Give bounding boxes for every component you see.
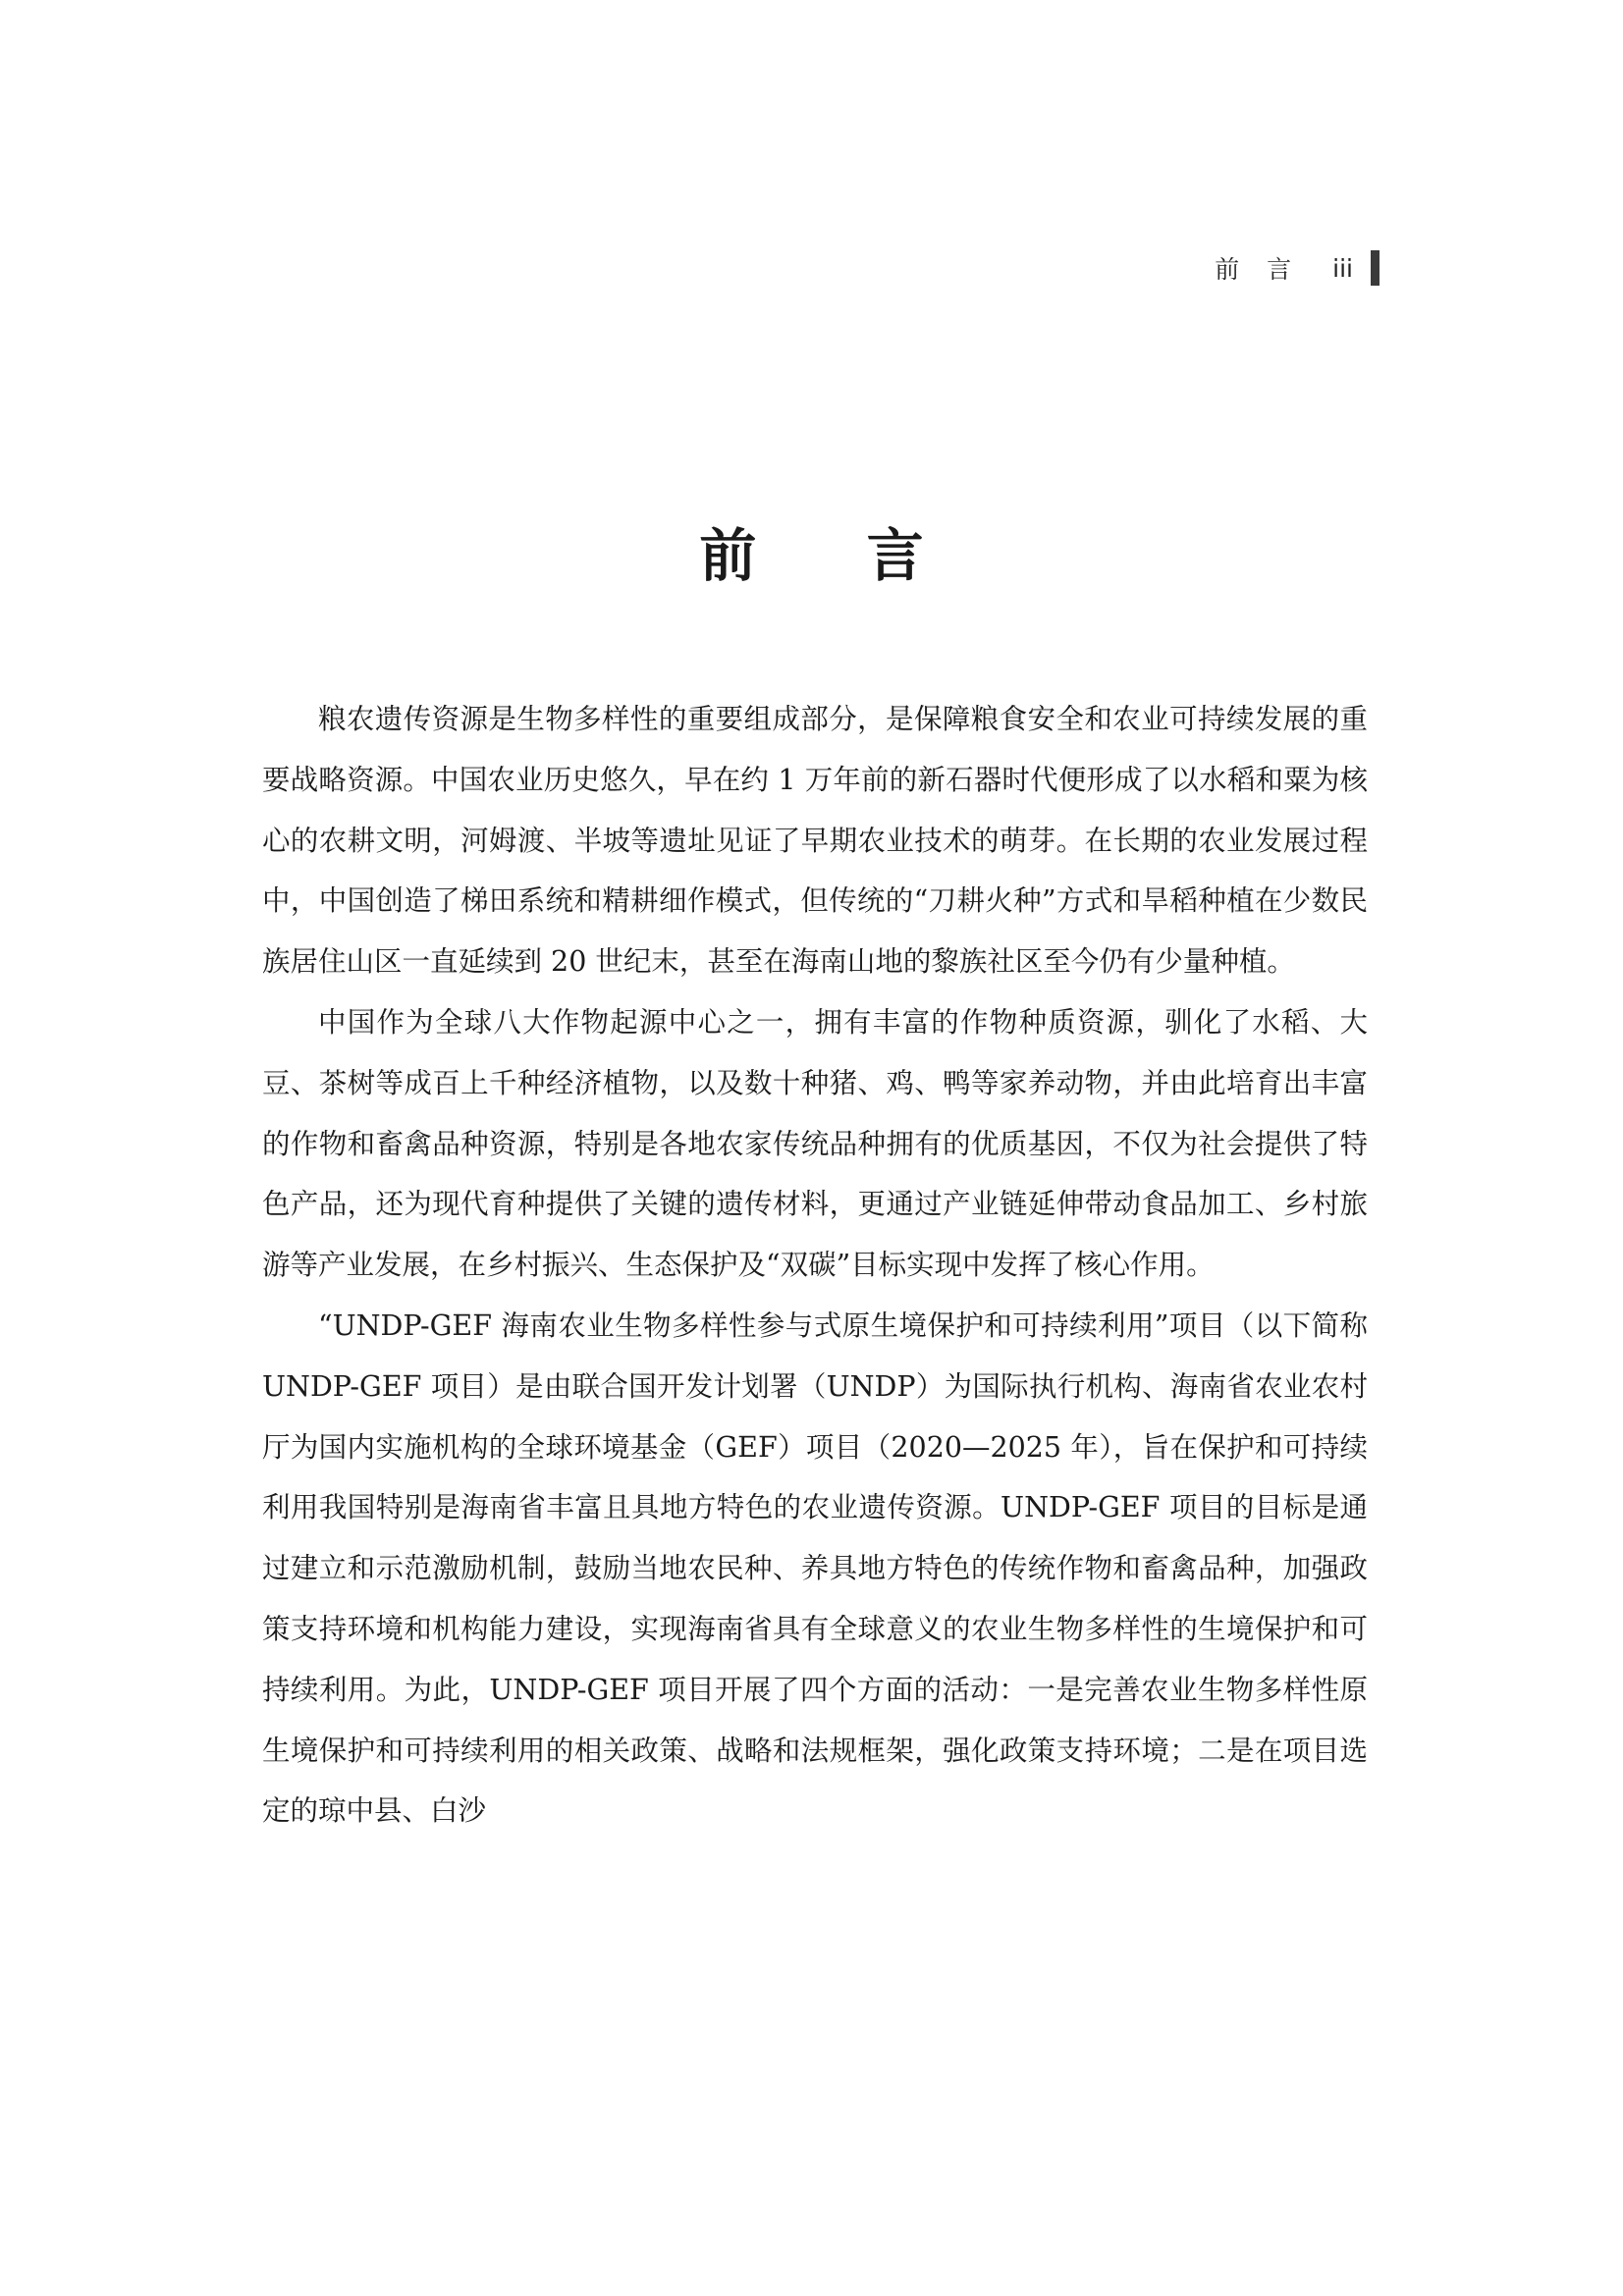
body-text bbox=[262, 689, 1368, 1842]
paragraph-2: 中国作为全球八大作物起源中心之一，拥有丰富的作物种质资源，驯化了水稻、大豆、茶树等成百上千种经济植物，以及数十种猪、鸡、鸭等家养动物，并由此培育出丰富的作物和畜禽品种资源，特别是各地农家传统品种拥有的优质基因，不仅为社会提供了特色产品，还为现代育种提供了关键的遗传材料，更通过产业链延伸带动食品加工、乡村旅游等产业发展，在乡村振兴、生态保护及“双碳”目标实现中发挥了核心作用。 bbox=[262, 1005, 1368, 1282]
running-title: 前 言 bbox=[1215, 255, 1302, 284]
page-number: iii bbox=[1332, 253, 1353, 283]
page-title: 前 言 bbox=[699, 521, 969, 589]
header-bar-decoration bbox=[1371, 250, 1380, 286]
paragraph-1: 粮农遗传资源是生物多样性的重要组成部分，是保障粮食安全和农业可持续发展的重要战略资源。中国农业历史悠久，早在约 1 万年前的新石器时代便形成了以水稻和粟为核心的农耕文明，河姆渡、半坡等遗址见证了早期农业技术的萌芽。在长期的农业发展过程中，中国创造了梯田系统和精耕细作模式，但传统的“刀耕火种”方式和旱稻种植在少数民族居住山区一直延续到 20 世纪末，甚至在海南山地的黎族社区至今仍有少量种植。 bbox=[262, 703, 1368, 979]
paragraph-3: “UNDP-GEF 海南农业生物多样性参与式原生境保护和可持续利用”项目（以下简称 UNDP-GEF 项目）是由联合国开发计划署（UNDP）为国际执行机构、海南省农业农村厅为国内实施机构的全球环境基金（GEF）项目（2020—2025 年），旨在保护和可持续利用我国特别是海南省丰富且具地方特色的农业遗传资源。UNDP-GEF 项目的目标是通过建立和示范激励机制，鼓励当地农民种、养具地方特色的传统作物和畜禽品种，加强政策支持环境和机构能力建设，实现海南省具有全球意义的农业生物多样性的生境保护和可持续利用。为此，UNDP-GEF 项目开展了四个方面的活动：一是完善农业生物多样性原生境保护和可持续利用的相关政策、战略和法规框架，强化政策支持环境；二是在项目选定的琼中县、白沙 bbox=[262, 1308, 1368, 1828]
running-header bbox=[1215, 250, 1380, 286]
